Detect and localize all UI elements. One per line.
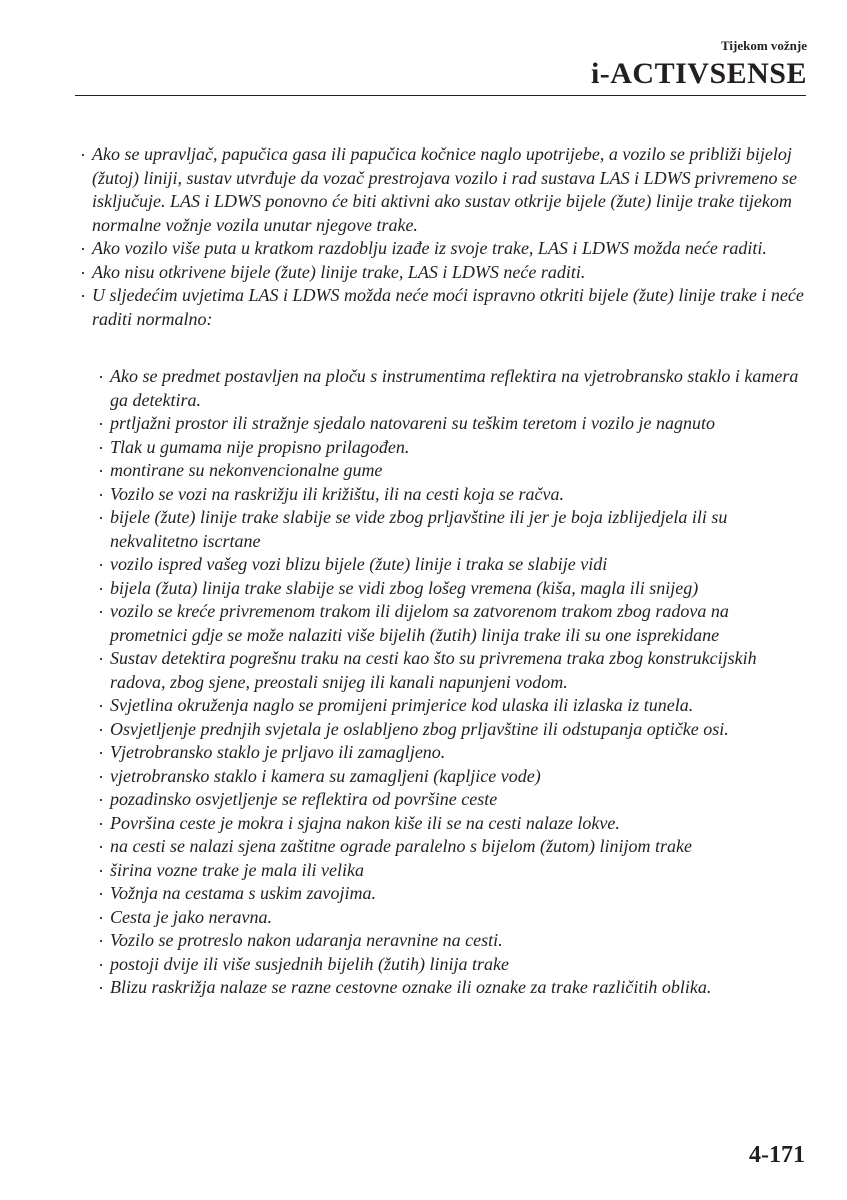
chapter-title: i-ACTIVSENSE	[590, 57, 807, 90]
list-item: · U sljedećim uvjetima LAS i LDWS možda neće moći ispravno otkriti bijele (žute) linije trake i neće raditi normalno:	[78, 284, 808, 331]
page-header	[591, 38, 807, 92]
sub-list-item: · Vožnja na cestama s uskim zavojima.	[96, 882, 808, 906]
sub-list-item: · bijele (žute) linije trake slabije se vide zbog prljavštine ili jer je boja izblijedjela ili su nekvalitetno iscrtane	[96, 506, 808, 553]
sub-list-item: · Sustav detektira pogrešnu traku na cesti kao što su privremena traka zbog konstrukcijskih radova, zbog sjene, preostali snijeg ili kanali napunjeni vodom.	[96, 647, 808, 694]
sub-list-item: · na cesti se nalazi sjena zaštitne ograde paralelno s bijelom (žutom) linijom trake	[96, 835, 808, 859]
sub-list-item: · Osvjetljenje prednjih svjetala je oslabljeno zbog prljavštine ili odstupanja optičke osi.	[96, 718, 808, 742]
sub-list-item: · Površina ceste je mokra i sjajna nakon kiše ili se na cesti nalaze lokve.	[96, 812, 808, 836]
sub-list-item: · Svjetlina okruženja naglo se promijeni primjerice kod ulaska ili izlaska iz tunela.	[96, 694, 808, 718]
sub-list-item: · vozilo ispred vašeg vozi blizu bijele (žute) linije i traka se slabije vidi	[96, 553, 808, 577]
sub-list-item: · širina vozne trake je mala ili velika	[96, 859, 808, 883]
header-divider	[75, 95, 806, 96]
bullet-list	[78, 143, 808, 331]
sub-list-item: · Cesta je jako neravna.	[96, 906, 808, 930]
sub-list-item: · Ako se predmet postavljen na ploču s instrumentima reflektira na vjetrobransko staklo i kamera ga detektira.	[96, 365, 808, 412]
list-item: · Ako se upravljač, papučica gasa ili papučica kočnice naglo upotrijebe, a vozilo se približi bijeloj (žutoj) liniji, sustav utvrđuje da vozač prestrojava vozilo i rad sustava LAS i LDWS privremeno se isključuje. LAS i LDWS ponovno će biti aktivni ako sustav otkrije bijele (žute) linije trake tijekom normalne vožnje vozila unutar njegove trake.	[78, 143, 808, 237]
list-item: · Ako vozilo više puta u kratkom razdoblju izađe iz svoje trake, LAS i LDWS možda neće raditi.	[78, 237, 808, 261]
sub-list-item: · Tlak u gumama nije propisno prilagođen.	[96, 436, 808, 460]
page-number: 4-171	[749, 1142, 805, 1168]
sub-list-item: · Vozilo se protreslo nakon udaranja neravnine na cesti.	[96, 929, 808, 953]
sub-list-item: · bijela (žuta) linija trake slabije se vidi zbog lošeg vremena (kiša, magla ili snijeg)	[96, 577, 808, 601]
sub-list-item: · montirane su nekonvencionalne gume	[96, 459, 808, 483]
list-item: · Ako nisu otkrivene bijele (žute) linije trake, LAS i LDWS neće raditi.	[78, 261, 808, 285]
main-content	[78, 143, 808, 331]
sub-list-item: · Blizu raskrižja nalaze se razne cestovne oznake ili oznake za trake različitih oblika.	[96, 976, 808, 1000]
sub-list-item: · postoji dvije ili više susjednih bijelih (žutih) linija trake	[96, 953, 808, 977]
sub-list-item: · Vjetrobransko staklo je prljavo ili zamagljeno.	[96, 741, 808, 765]
condition-list	[96, 365, 808, 1000]
section-label: Tijekom vožnje	[720, 38, 807, 53]
sub-list-item: · prtljažni prostor ili stražnje sjedalo natovareni su teškim teretom i vozilo je nagnuto	[96, 412, 808, 436]
sub-list-item: · vozilo se kreće privremenom trakom ili dijelom sa zatvorenom trakom zbog radova na prometnici gdje se može nalaziti više bijelih (žutih) linija trake ili su one isprekidane	[96, 600, 808, 647]
sub-list-item: · pozadinsko osvjetljenje se reflektira od površine ceste	[96, 788, 808, 812]
sub-list-item: · Vozilo se vozi na raskrižju ili križištu, ili na cesti koja se račva.	[96, 483, 808, 507]
sub-list-item: · vjetrobransko staklo i kamera su zamagljeni (kapljice vode)	[96, 765, 808, 789]
